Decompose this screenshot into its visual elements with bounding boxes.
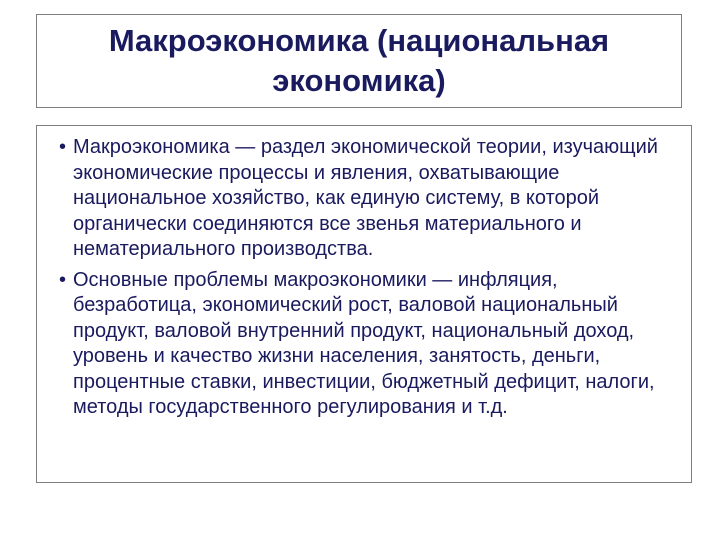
bullet-item-problems xyxy=(59,268,673,421)
bullet-text-definition: Макроэкономика — раздел экономической теории, изучающий экономические процессы и явления, охватывающие национальное хозяйство, как единую систему, в которой органически соединяются все звенья материального и нематериального производства. xyxy=(73,136,658,260)
bullet-text-problems: Основные проблемы макроэкономики — инфляция, безработица, экономический рост, валовой национальный продукт, валовой внутренний продукт, национальный доход, уровень и качество жизни населения, занятость, деньги, процентные ставки, инвестиции, бюджетный дефицит, налоги, методы государственного регулирования и т.д. xyxy=(73,268,655,418)
bullet-item-definition xyxy=(59,135,673,263)
bullet-marker: • xyxy=(59,268,67,291)
title-box xyxy=(36,14,682,108)
content-box xyxy=(36,125,692,483)
bullet-list xyxy=(59,135,673,421)
bullet-marker: • xyxy=(59,136,67,158)
slide-title: Макроэкономика (национальная экономика) xyxy=(108,23,610,98)
